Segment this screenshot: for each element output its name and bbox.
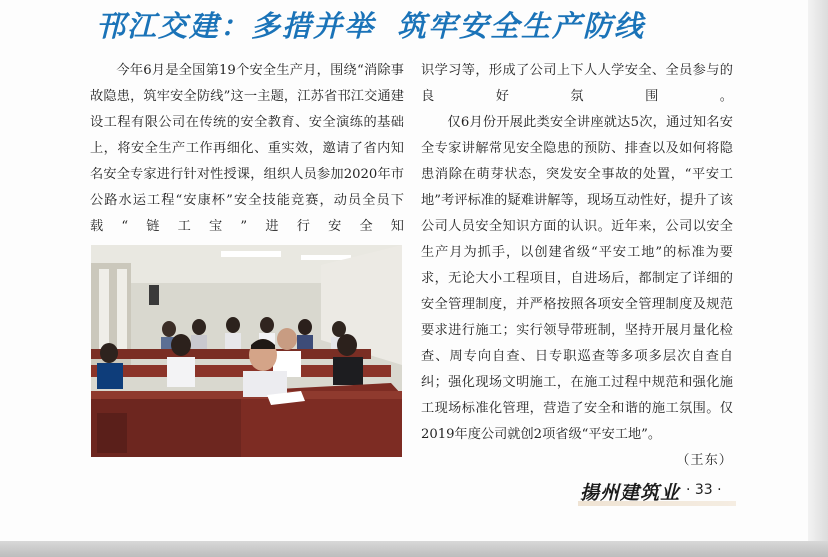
page-edge-shadow [808,0,828,557]
article-byline: （王东） [676,453,733,468]
brand-logo-text: 揚州建筑业 [580,482,681,504]
headline-right: 筑牢安全生产防线 [397,9,646,43]
right-paragraph-text: 仅6月份开展此类安全讲座就达5次，通过知名安全专家讲解常见安全隐患的预防、排查以及如何将隐患消除在萌芽状态，突发安全事故的处置，“平安工地”考评标准的疑难讲解等，现场互动性好，提升了该公司人员安全知识方面的认识。近年来，公司以安全生产月为抓手，以创建省级“平安工地”的标准为要求，无论大小工程项目，自进场后，都制定了详细的安全管理制度，并严格按照各项安全管理制度及规范要求进行施工；实行领导带班制，坚持开展月量化检查、周专向自查、日专职巡查等多项多层次自查自纠；强化现场文明施工，在施工过程中规范和强化施工现场标准化管理，营造了安全和谐的施工氛围。仅2019年度公司就创2项省级“平安工地”。 [421,115,733,442]
article-headline [96,4,736,48]
page-number: · 33 · [686,482,722,498]
headline-left: 邗江交建：多措并举 [96,9,376,43]
meeting-room-photo [91,245,402,457]
meeting-photo-illustration [91,245,402,457]
article-right-column [421,58,733,468]
bottom-edge [0,541,828,557]
right-paragraph [421,110,733,468]
article-left-column [90,58,404,240]
right-continuation: 识学习等，形成了公司上下人人学安全、全员参与的良好氛围。 [421,63,733,104]
footer-brand [578,482,736,508]
left-paragraph: 今年6月是全国第19个安全生产月，围绕“消除事故隐患，筑牢安全防线”这一主题，江苏省邗江交通建设工程有限公司在传统的安全教育、安全演练的基础上，将安全生产工作再细化、重实效，邀请了省内知名安全专家进行针对性授课，组织人员参加2020年市公路水运工程“安康杯”安全技能竞赛，动员全员下载“链工宝”进行安全知 [90,63,404,234]
